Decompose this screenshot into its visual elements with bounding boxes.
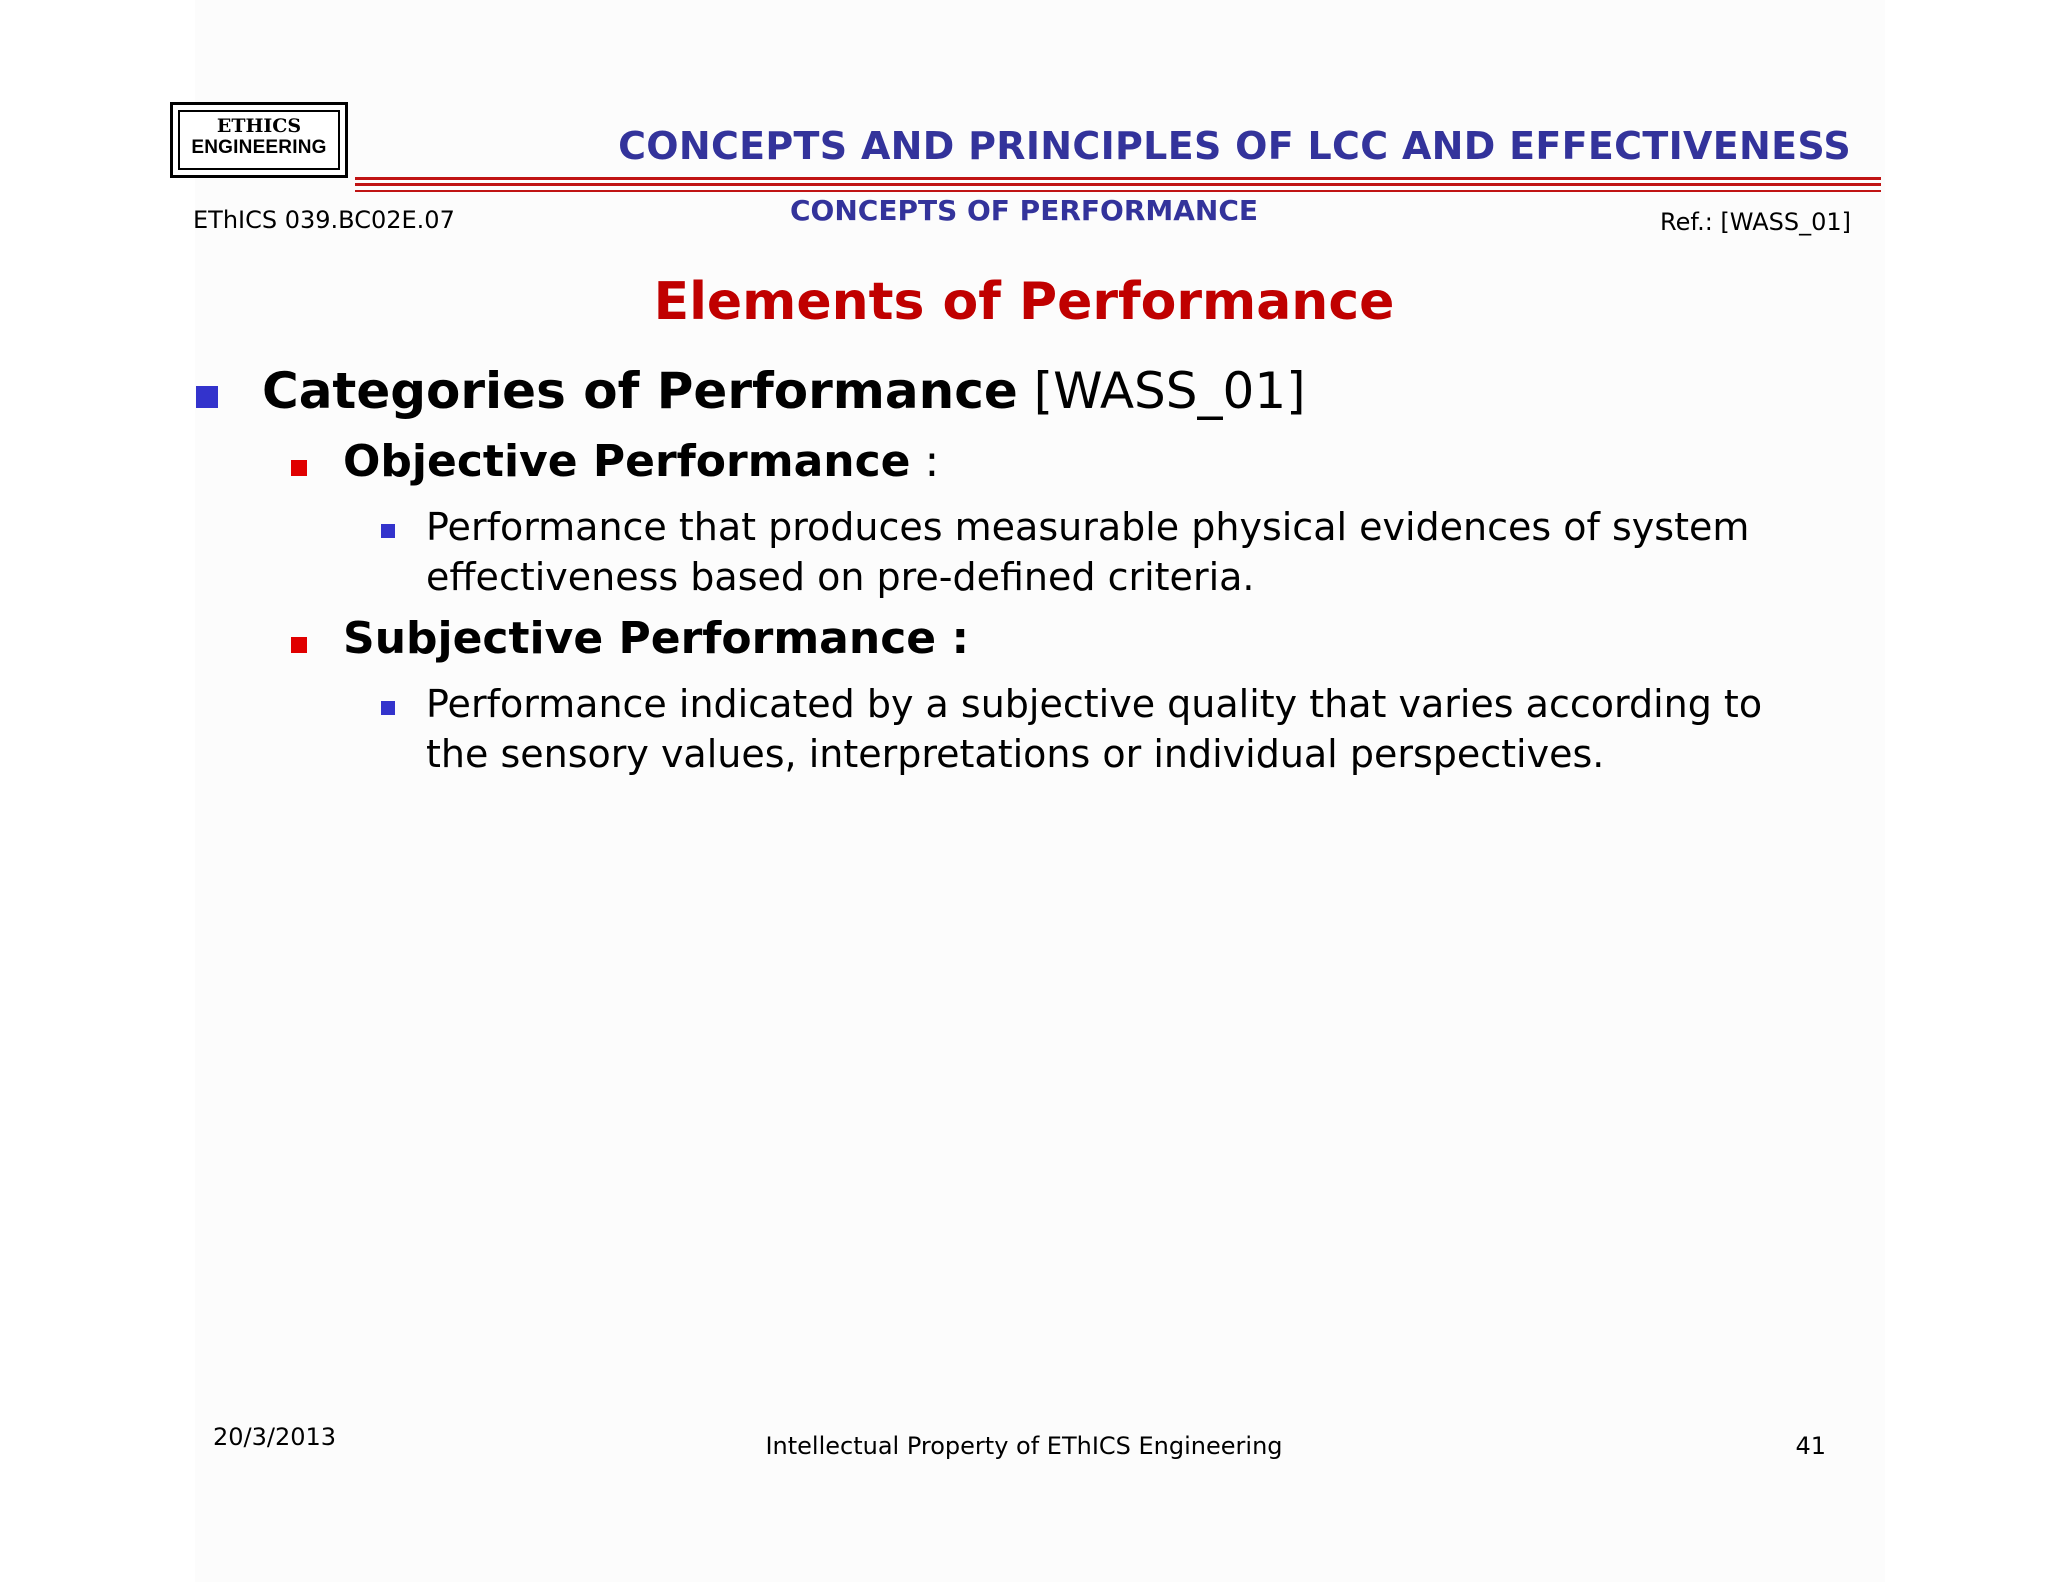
bullet-heading: [343, 436, 939, 487]
ethics-engineering-logo: [170, 102, 348, 178]
footer-copyright: Intellectual Property of EThICS Engineering: [765, 1432, 1283, 1460]
footer-date: 20/3/2013: [213, 1423, 337, 1451]
square-bullet-icon: [381, 524, 395, 538]
description-text: Performance indicated by a subjective quality that varies according to the sensory values, interpretations or individual perspectives.: [426, 682, 1763, 776]
bullet-bold-text: Categories of Performance: [262, 362, 1018, 420]
slide-background: [195, 0, 1885, 1582]
header-rule-middle: [355, 183, 1881, 186]
page-number: 41: [1795, 1432, 1826, 1460]
logo-text-engineering: ENGINEERING: [191, 137, 327, 158]
document-code: EThICS 039.BC02E.07: [193, 206, 455, 234]
bullet-text: [262, 362, 1306, 420]
reference-label: Ref.: [WASS_01]: [1660, 208, 1851, 236]
square-bullet-icon: [196, 386, 218, 408]
slide-title: Elements of Performance: [653, 272, 1395, 332]
header-rule-bottom: [355, 190, 1881, 192]
logo-frame: [178, 110, 340, 170]
bullet-heading-suffix: :: [910, 436, 940, 487]
bullet-heading: [343, 613, 969, 664]
logo-text-ethics: ETHICS: [216, 115, 302, 137]
main-title: CONCEPTS AND PRINCIPLES OF LCC AND EFFECTIVENESS: [618, 124, 1851, 168]
bullet-heading-bold: Objective Performance: [343, 436, 911, 487]
bullet-reference-text: [WASS_01]: [1017, 362, 1306, 420]
square-bullet-icon: [291, 460, 307, 476]
square-bullet-icon: [381, 701, 395, 715]
bullet-heading-bold: Subjective Performance :: [343, 613, 970, 664]
square-bullet-icon: [291, 637, 307, 653]
section-title: CONCEPTS OF PERFORMANCE: [790, 194, 1259, 227]
header-rule-top: [355, 177, 1881, 180]
description-text: Performance that produces measurable physical evidences of system effectiveness based on pre-defined criteria.: [426, 505, 1750, 599]
